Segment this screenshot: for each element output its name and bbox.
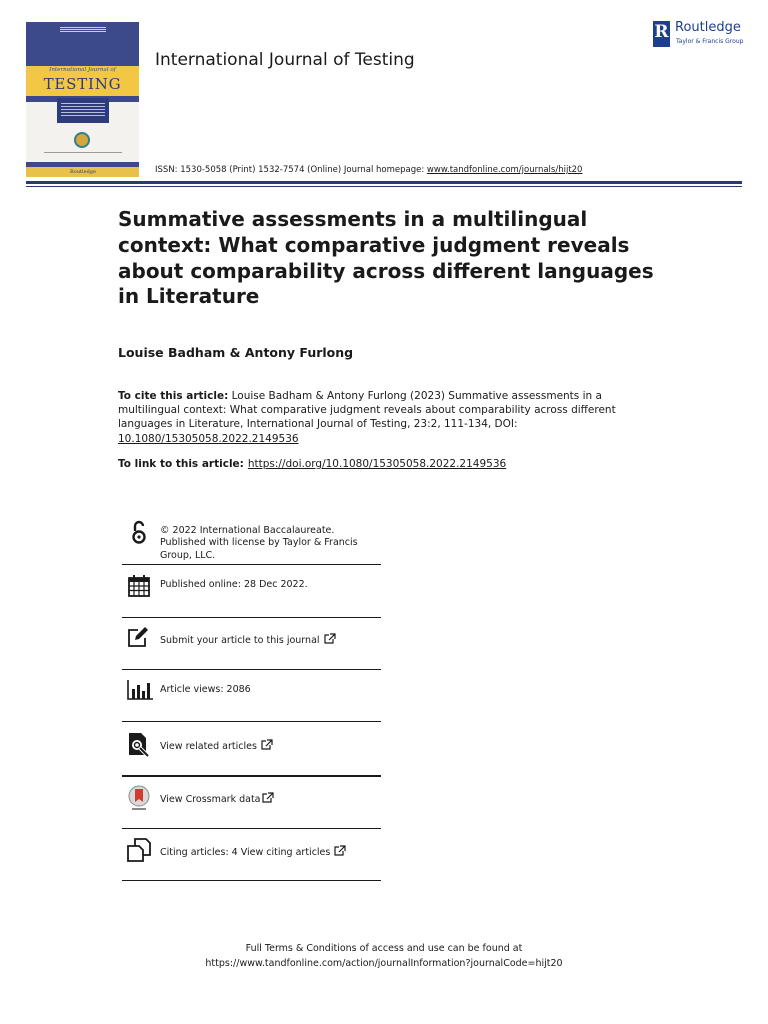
terms-url[interactable]: https://www.tandfonline.com/action/journalInformation?journalCode=hijt20 <box>205 957 563 969</box>
related-articles-link[interactable]: View related articles <box>160 739 273 753</box>
article-link-line <box>118 458 506 470</box>
doi-link[interactable]: 10.1080/15305058.2022.2149536 <box>118 432 299 445</box>
publisher-name: Routledge <box>675 20 741 35</box>
header-rule-thin <box>26 186 742 187</box>
header-rule <box>26 181 742 184</box>
info-separator <box>122 669 381 670</box>
cite-text: Louise Badham & Antony Furlong (2023) Summative assessments in a multilingual context: What comparative judgment reveals about comparability across different languages in Literature, International Journal of Testing, 23:2, 111-134, DOI: <box>118 390 616 431</box>
info-separator <box>122 564 381 565</box>
issn-text: ISSN: 1530-5058 (Print) 1532-7574 (Online) Journal homepage: <box>155 165 427 175</box>
journal-homepage-link[interactable]: www.tandfonline.com/journals/hijt20 <box>426 165 583 175</box>
open-access-icon <box>126 519 152 545</box>
cover-publisher: Routledge <box>70 169 96 175</box>
publisher-group: Taylor & Francis Group <box>676 38 744 45</box>
info-separator <box>122 721 381 722</box>
info-separator <box>122 828 381 829</box>
terms-line: Full Terms & Conditions of access and use can be found at <box>245 943 523 954</box>
article-doi-url[interactable]: https://doi.org/10.1080/15305058.2022.2149536 <box>247 458 507 470</box>
external-link-icon <box>261 739 273 750</box>
info-separator <box>122 617 381 618</box>
info-separator <box>122 880 381 881</box>
citing-articles-link[interactable]: Citing articles: 4 View citing articles <box>160 845 346 859</box>
journal-name: International Journal of Testing <box>155 50 415 70</box>
link-label: To link to this article: <box>118 458 244 470</box>
external-link-icon <box>262 792 274 803</box>
terms-footer <box>0 942 768 971</box>
article-authors: Louise Badham & Antony Furlong <box>118 345 354 360</box>
submit-article-link[interactable]: Submit your article to this journal <box>160 633 336 647</box>
cover-meta-lines <box>60 26 106 34</box>
external-link-icon <box>334 845 346 856</box>
citation-block <box>118 389 618 446</box>
license-text: © 2022 International Baccalaureate. Published with license by Taylor & Francis Group, LLC. <box>160 525 358 561</box>
cover-seal-icon <box>74 132 90 148</box>
publisher-logo[interactable] <box>653 20 748 50</box>
cover-seal-caption <box>44 152 122 153</box>
cover-title: TESTING <box>43 75 122 93</box>
bar-chart-icon <box>126 677 154 703</box>
routledge-logo-icon: R <box>653 21 670 47</box>
article-views: Article views: 2086 <box>160 684 251 695</box>
crossmark-link[interactable]: View Crossmark data <box>160 792 274 806</box>
cover-subtitle: International Journal of <box>49 67 116 73</box>
citing-articles-icon <box>126 837 152 863</box>
external-link-icon <box>324 633 336 644</box>
article-title: Summative assessments in a multilingual context: What comparative judgment reveals about comparability across different languages in Literature <box>118 207 654 309</box>
journal-cover-image <box>26 22 139 177</box>
crossmark-icon <box>126 785 152 811</box>
published-date: Published online: 28 Dec 2022. <box>160 579 308 590</box>
issn-line <box>155 165 582 175</box>
cite-label: To cite this article: <box>118 390 229 402</box>
info-separator <box>122 775 381 777</box>
calendar-icon <box>126 573 152 599</box>
related-articles-icon <box>126 731 152 757</box>
edit-icon <box>126 625 152 651</box>
cover-editors-box <box>57 98 109 123</box>
